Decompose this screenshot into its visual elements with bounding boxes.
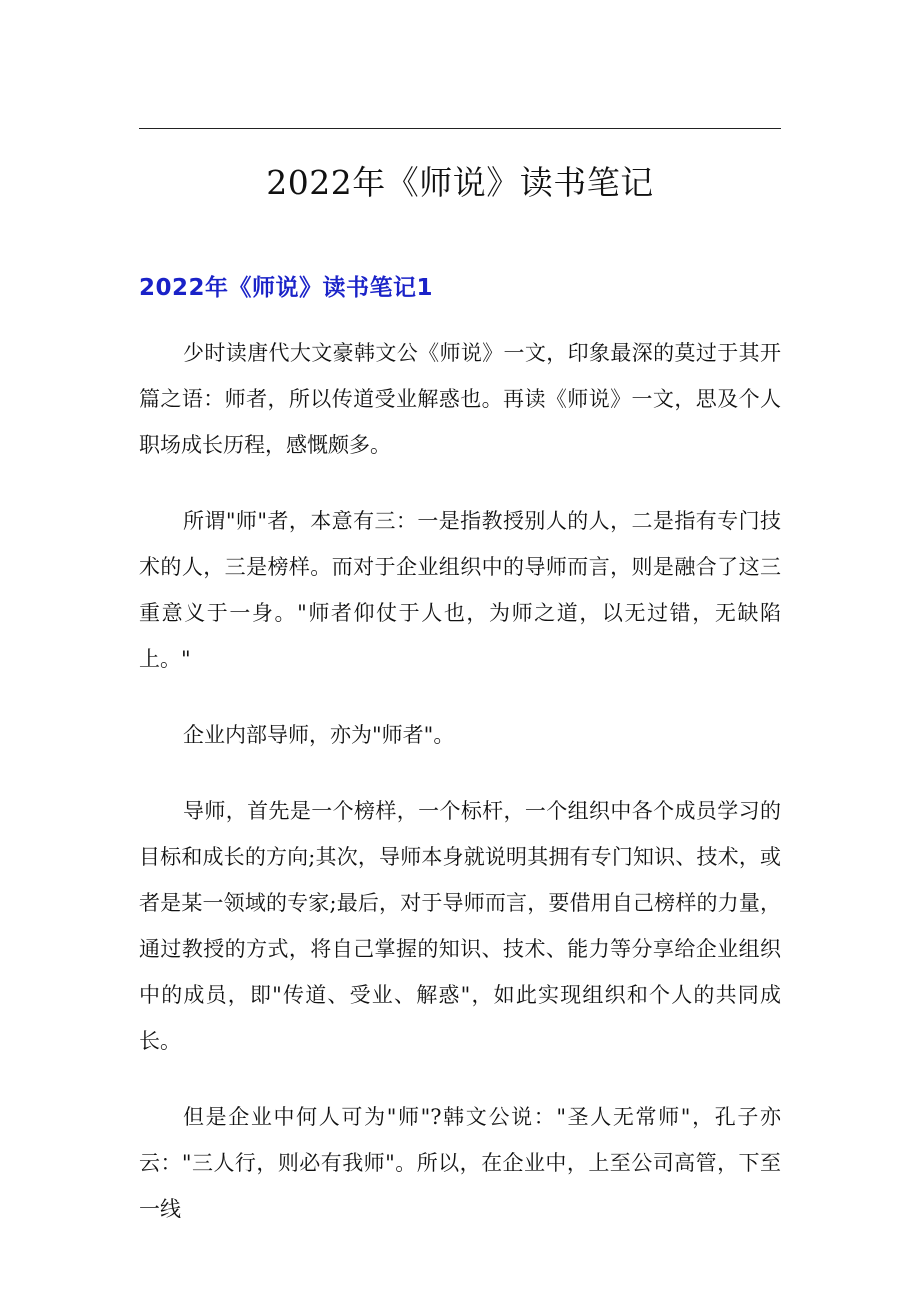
paragraph: 企业内部导师，亦为"师者"。 xyxy=(183,723,455,747)
paragraph: 但是企业中何人可为"师"?韩文公说："圣人无常师"，孔子亦云："三人行，则必有我师"。所以，在企业中，上至公司高管，下至一线 xyxy=(139,1105,781,1221)
paragraph: 所谓"师"者，本意有三：一是指教授别人的人，二是指有专门技术的人，三是榜样。而对于企业组织中的导师而言，则是融合了这三重意义于一身。"师者仰仗于人也，为师之道，以无过错，无缺陷上。" xyxy=(139,509,781,671)
section-heading: 2022年《师说》读书笔记1 xyxy=(139,275,434,301)
document-body xyxy=(139,330,781,1262)
paragraph: 导师，首先是一个榜样，一个标杆，一个组织中各个成员学习的目标和成长的方向;其次，导师本身就说明其拥有专门知识、技术，或者是某一领域的专家;最后，对于导师而言，要借用自己榜样的力量，通过教授的方式，将自己掌握的知识、技术、能力等分享给企业组织中的成员，即"传道、受业、解惑"，如此实现组织和个人的共同成长。 xyxy=(139,799,781,1053)
paragraph: 少时读唐代大文豪韩文公《师说》一文，印象最深的莫过于其开篇之语：师者，所以传道受业解惑也。再读《师说》一文，思及个人职场成长历程，感慨颇多。 xyxy=(139,341,781,457)
document-title: 2022年《师说》读书笔记 xyxy=(266,163,654,202)
header-rule xyxy=(139,128,781,129)
